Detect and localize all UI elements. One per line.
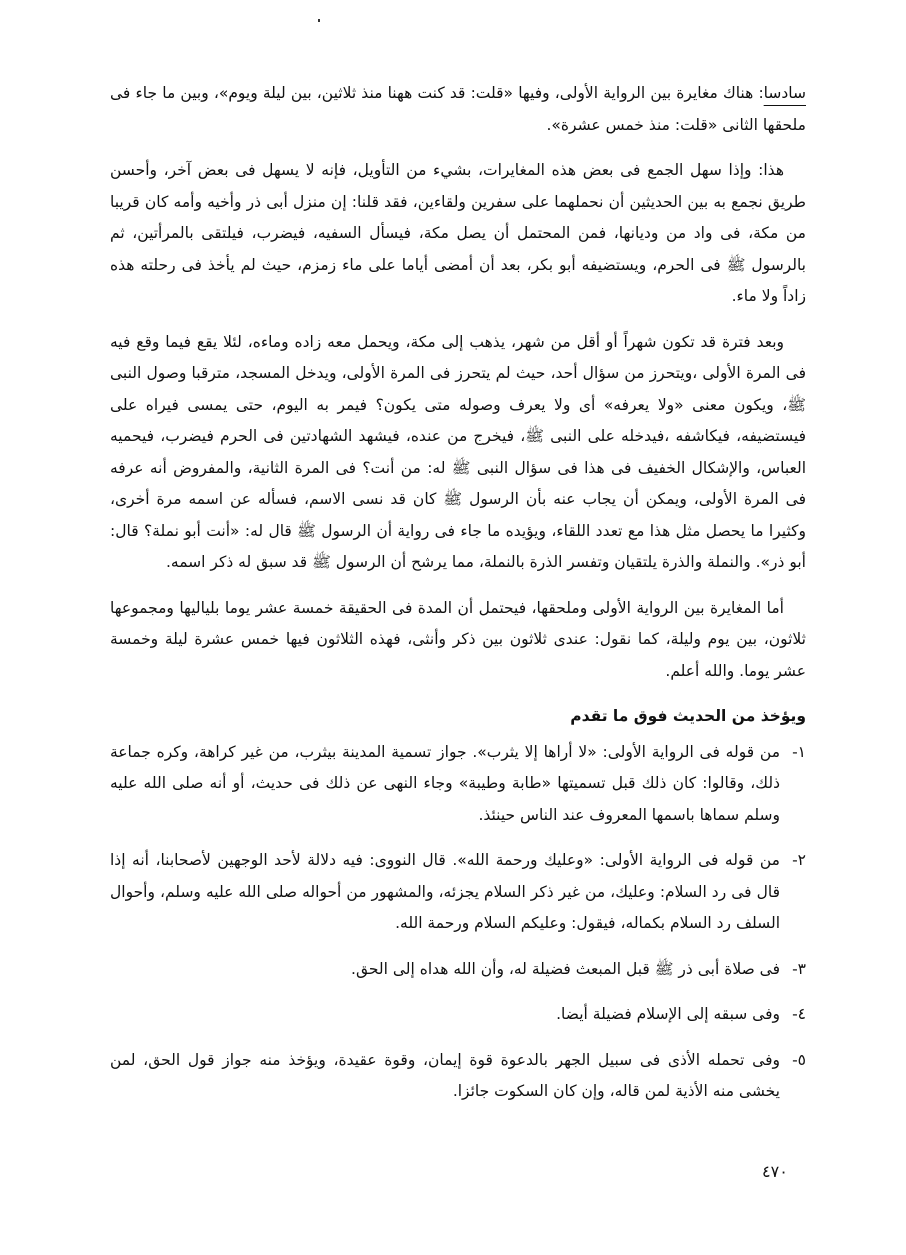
list-item [110,954,806,986]
list-item [110,845,806,940]
list-item-number: ٢- [792,851,806,869]
list-item-text: من قوله فى الرواية الأولى: «وعليك ورحمة الله». قال النووى: فيه دلالة لأحد الوجهين لأصحابنا، أنه إذا قال فى رد السلام: وعليك، من غير ذكر السلام يجزئه، والمشهور من أحواله صلى الله عليه وسلم، وأحوال السلف رد السلام بكماله، فيقول: وعليكم السلام ورحمة الله. [110,851,780,932]
list-item-text: وفى سبقه إلى الإسلام فضيلة أيضا. [556,1005,780,1023]
document-page [110,78,806,1122]
list-item-number: ١- [792,742,806,761]
list-item [110,999,806,1031]
list-item-text: فى صلاة أبى ذر ﷺ قبل المبعث فضيلة له، وأن الله هداه إلى الحق. [351,959,780,978]
paragraph-lead-word: سادسا [763,84,806,102]
scan-artifact [318,19,320,22]
section-heading: ويؤخذ من الحديث فوق ما تقدم [570,707,806,725]
list-item-number: ٤- [792,1005,806,1023]
list-item-text: وفى تحمله الأذى فى سبيل الجهر بالدعوة قوة إيمان، وقوة عقيدة، ويؤخذ منه جواز قول الحق، لمن يخشى منه الأذية لمن قاله، وإن كان السكوت جائزا. [110,1050,780,1100]
page-number: ٤٧٠ [762,1162,788,1181]
list-item-number: ٣- [792,959,806,978]
paragraph-text: : هناك مغايرة بين الرواية الأولى، وفيها «قلت: قد كنت ههنا منذ ثلاثين، بين ليلة ويوم»، وبين ما جاء فى ملحقها الثانى «قلت: منذ خمس عشرة». [110,84,806,134]
list-item [110,1045,806,1108]
paragraph-second-journey: وبعد فترة قد تكون شهراً أو أقل من شهر، يذهب إلى مكة، ويحمل معه زاده وماءه، لئلا يقع فيما وقع فيه فى المرة الأولى ،ويتحرز من سؤال أحد، حيث لم يتحرز فى المرة الأولى، ويدخل المسجد، مترقبا وصول النبى ﷺ، ويكون معنى «ولا يعرفه» أى ولا يعرف وصوله متى يكون؟ فيمر به اليوم، حتى يمسى فيراه على فيستضيفه، فيكاشفه ،فيدخله على النبى ﷺ، فيخرج من عنده، فيشهد الشهادتين فى الحرم فيضرب، فيحميه العباس، والإشكال الخفيف فى هذا فى سؤال النبى ﷺ له: من أنت؟ فى المرة الثانية، والمفروض أنه عرفه فى المرة الأولى، ويمكن أن يجاب عنه بأن الرسول ﷺ كان قد نسى الاسم، فسأله عن اسمه مرة أخرى، وكثيرا ما يحصل مثل هذا مع تعدد اللقاء، ويؤيده ما جاء فى رواية أن الرسول ﷺ قال له: «أنت أبو نملة؟ قال: أبو ذر». والنملة والذرة يلتقيان وتفسر الذرة بالنملة، مما يرشح أن الرسول ﷺ قد سبق له ذكر اسمه. [110,332,806,571]
paragraph-duration: أما المغايرة بين الرواية الأولى وملحقها، فيحتمل أن المدة فى الحقيقة خمسة عشر يوما بلياليها ومجموعها ثلاثون، بين يوم وليلة، كما نقول: عندى ثلاثون بين ذكر وأنثى، فهذه الثلاثون فيها خمس عشرة ليلة وخمسة عشر يوما. والله أعلم. [110,598,806,680]
list-item [110,737,806,832]
list-item-text: من قوله فى الرواية الأولى: «لا أراها إلا يثرب». جواز تسمية المدينة بيثرب، من غير كراهة، وكره جماعة ذلك، وقالوا: كان ذلك قبل تسميتها «طابة وطيبة» وجاء النهى عن ذلك فى حديث، أو أنه صلى الله عليه وسلم سماها باسمها المعروف عند الناس حينئذ. [110,742,780,824]
paragraph-sixth-point [110,78,806,141]
list-item-number: ٥- [792,1050,806,1069]
paragraph-reconciliation: هذا: وإذا سهل الجمع فى بعض هذه المغايرات، بشيء من التأويل، فإنه لا يسهل فى بعض آخر، وأحسن طريق نجمع به بين الحديثين أن نحملهما على سفرين ولقاءين، فقد قلنا: إن منزل أبى ذر وأخيه وأمه كان قريبا من مكة، فى واد من وديانها، فمن المحتمل أن يصل مكة، فيسأل السفيه، فيضرب، فيلتقى بالمرأتين، ثم بالرسول ﷺ فى الحرم، ويستضيفه أبو بكر، بعد أن أمضى أياما على ماء زمزم، حيث لم يأخذ فى رحلته هذه زاداً ولا ماء. [110,161,806,305]
